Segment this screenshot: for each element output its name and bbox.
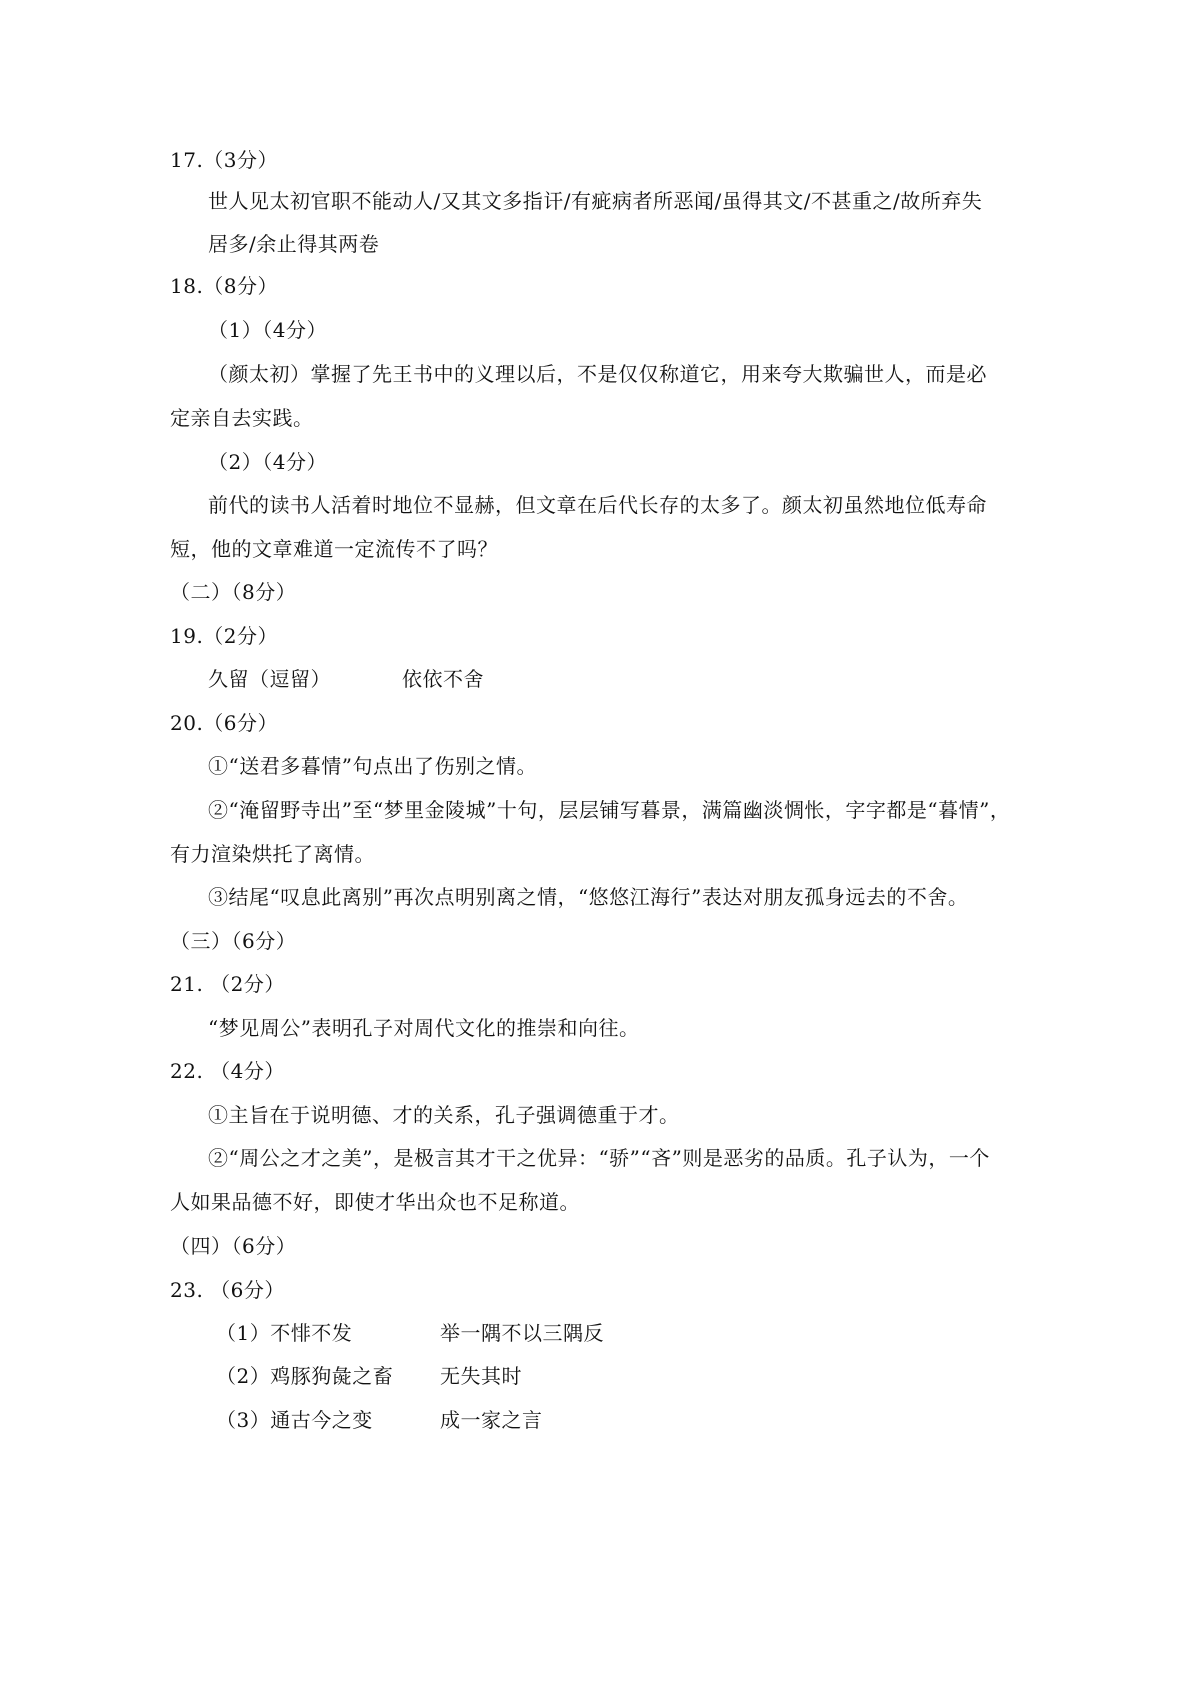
q22-point-2-line-2: 人如果品德不好，即使才华出众也不足称道。 <box>170 1190 580 1214</box>
q17-answer-line-1: 世人见太初官职不能动人/又其文多指讦/有疵病者所恶闻/虽得其文/不甚重之/故所弃失 <box>208 189 983 213</box>
q19-answer-2: 依依不舍 <box>402 667 484 691</box>
section-3-heading: （三）（6分） <box>170 929 297 953</box>
q23-heading: 23. （6分） <box>170 1278 285 1302</box>
q17-heading: 17.（3分） <box>170 148 279 172</box>
q23-item-3-right: 成一家之言 <box>440 1408 543 1432</box>
q23-item-2-right: 无失其时 <box>440 1364 522 1388</box>
q19-answer-1: 久留（逗留） <box>208 667 331 691</box>
q23-item-1-left: （1）不悱不发 <box>216 1321 353 1345</box>
q18-sub1-heading: （1）（4分） <box>208 318 327 342</box>
q23-item-2-left: （2）鸡豚狗彘之畜 <box>216 1364 394 1388</box>
q19-heading: 19.（2分） <box>170 624 279 648</box>
q23-item-3-left: （3）通古今之变 <box>216 1408 373 1432</box>
q18-sub2-answer-line-1: 前代的读书人活着时地位不显赫，但文章在后代长存的太多了。颜太初虽然地位低寿命 <box>208 493 987 517</box>
q20-point-1: ①“送君多暮情”句点出了伤别之情。 <box>208 754 537 778</box>
q18-sub1-answer-line-2: 定亲自去实践。 <box>170 406 314 430</box>
q18-sub2-heading: （2）（4分） <box>208 450 327 474</box>
q22-heading: 22. （4分） <box>170 1059 285 1083</box>
q21-answer: “梦见周公”表明孔子对周代文化的推崇和向往。 <box>208 1016 640 1040</box>
q20-point-2-line-2: 有力渲染烘托了离情。 <box>170 842 375 866</box>
q22-point-2-line-1: ②“周公之才之美”，是极言其才干之优异：“骄”“吝”则是恶劣的品质。孔子认为，一个 <box>208 1146 990 1170</box>
q23-item-1-right: 举一隅不以三隅反 <box>440 1321 604 1345</box>
section-4-heading: （四）（6分） <box>170 1234 297 1258</box>
q21-heading: 21. （2分） <box>170 972 285 996</box>
section-2-heading: （二）（8分） <box>170 580 297 604</box>
q18-heading: 18.（8分） <box>170 274 279 298</box>
q20-point-3: ③结尾“叹息此离别”再次点明别离之情，“悠悠江海行”表达对朋友孤身远去的不舍。 <box>208 885 969 909</box>
q18-sub2-answer-line-2: 短，他的文章难道一定流传不了吗？ <box>170 537 498 561</box>
q17-answer-line-2: 居多/余止得其两卷 <box>208 232 380 256</box>
q18-sub1-answer-line-1: （颜太初）掌握了先王书中的义理以后，不是仅仅称道它，用来夸大欺骗世人，而是必 <box>208 362 987 386</box>
q20-heading: 20.（6分） <box>170 711 279 735</box>
q22-point-1: ①主旨在于说明德、才的关系，孔子强调德重于才。 <box>208 1103 680 1127</box>
q20-point-2-line-1: ②“淹留野寺出”至“梦里金陵城”十句，层层铺写暮景，满篇幽淡惆怅，字字都是“暮情”， <box>208 798 1011 822</box>
